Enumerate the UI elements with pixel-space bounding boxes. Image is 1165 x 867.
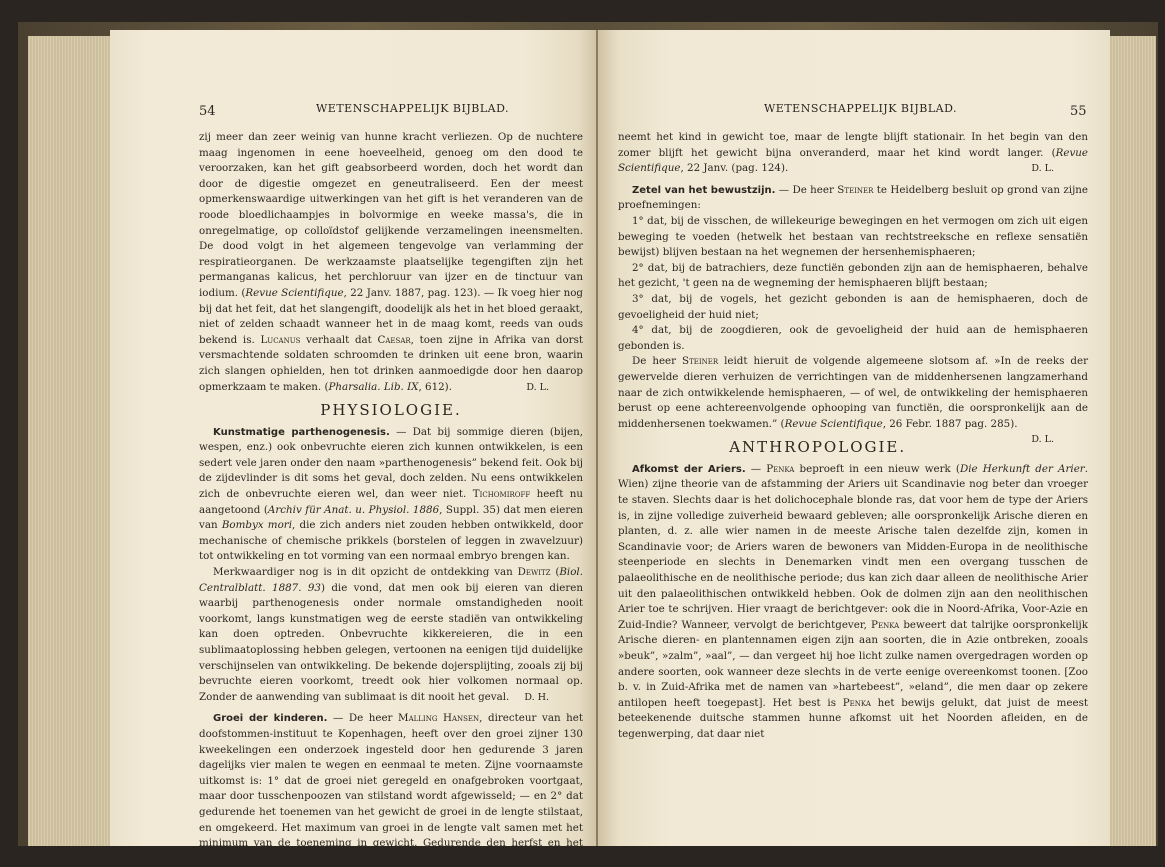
person-name: Malling Hansen (398, 712, 480, 725)
signature: D. L. (526, 381, 549, 393)
person-name: Penka (842, 696, 871, 709)
citation: Pharsalia. Lib. IX (328, 380, 419, 393)
running-head-right: WETENSCHAPPELIJK BIJBLAD. (764, 102, 958, 115)
article-heading: Kunstmatige parthenogenesis. (213, 426, 390, 438)
list-item: 4° dat, bij de zoogdieren, ook de gevoeligheid der huid aan de hemisphaeren gebonden is. (618, 324, 1088, 352)
paragraph: Zetel van het bewustzijn. — De heer Steiner te Heidelberg besluit op grond van zijne proefnemingen: (618, 183, 1088, 212)
species-name: Bombyx mori (221, 519, 292, 532)
citation: Biol. Centralblatt. 1887. 93 (199, 566, 583, 594)
citation: Revue Scientifique (618, 146, 1088, 175)
signature: D. L. (1031, 163, 1054, 175)
citation: Archiv für Anat. u. Physiol. 1886 (267, 503, 440, 516)
citation: Die Herkunft der Arier (959, 462, 1085, 475)
list-item: 2° dat, bij de batrachiers, deze functiën gebonden zijn aan de hemisphaeren, behalve het gezicht, 't geen na de wegneming der hemisphaeren blijft bestaan; (618, 261, 1088, 290)
article-heading: Afkomst der Ariers. (632, 463, 746, 475)
left-page (110, 30, 598, 865)
left-text-column (199, 130, 583, 867)
person-name: Penka (766, 462, 795, 475)
page-number-left: 54 (199, 104, 216, 119)
paragraph: Merkwaardiger nog is in dit opzicht de ontdekking van Dewitz (Biol. Centralblatt. 1887. 93) die vond, dat men ook bij eieren van dieren waarbij parthenogenesis onder normale omstandigheden nooit voorkomt, langs kunstmatigen weg de eerste stadiën van ontwikkeling kan doen optreden. Onbevruchte kikkereieren, die in een sublimaatoplossing hebben gelegen, vertoonen na eenigen tijd duidelijke verschijnselen van ontwikkeling. De bekende dojersplijting, zooals zij bij bevruchte eieren voorkomt, treedt ook hier volkomen normaal op. Zonder de aanwending van sublimaat is dit nooit het geval. D. H. (199, 565, 583, 705)
section-title-physiologie: PHYSIOLOGIE. (320, 401, 462, 420)
person-name: Penka (871, 618, 900, 631)
paragraph: Kunstmatige parthenogenesis. — Dat bij sommige dieren (bijen, wespen, enz.) ook onbevruchte eieren zich kunnen ontwikkelen, is een sedert vele jaren onder den naam »parthenogenesis” bekend feit. Ook bij de zijdevlinder is dit soms het geval, doch zelden. Nu eens ontwikkelen zich de onbevruchte eieren wel, dan weer niet. Tichomiroff heeft nu aangetoond (Archiv für Anat. u. Physiol. 1886, Suppl. 35) dat men eieren van Bombyx mori, die zich anders niet zouden hebben ontwikkeld, door mechanische of chemische prikkels (borstelen of leggen in zwavelzuur) tot ontwikkeling en tot vorming van een normaal embryo brengen kan. (199, 425, 583, 563)
article-heading: Zetel van het bewustzijn. (632, 184, 776, 196)
article-heading: Groei der kinderen. (213, 713, 328, 725)
paragraph: Afkomst der Ariers. — Penka beproeft in een nieuw werk (Die Herkunft der Arier. Wien) zijne theorie van de afstamming der Ariers uit Scandinavie nog beter dan vroeger te staven. Slechts daar is het dolichocephale blonde ras, dat voor hem de type der Ariers is, in zijne volledige zuiverheid bewaard gebleven; alle oorspronkelijk Arische dieren en planten, d. z. alle wier namen in de meeste Arische talen dezelfde zijn, komen in Scandinavie voor; de Ariers waren de bewoners van Midden-Europa in de neolithische steenperiode en slechts in Denemarken vindt men een overgang tusschen de palaeolithische en de neolithische periode; dus kan zich daar alleen de neolithische Arier uit den palaeolithischen ontwikkeld hebben. Ook de dolmen zijn aan den neolithischen Arier toe te schrijven. Hier vraagt de berichtgever: ook die in Noord-Afrika, Voor-Azie en Zuid-Indie? Wanneer, vervolgt de berichtgever, Penka beweert dat talrijke oorspronkelijk Arische dieren- en plantennamen eigen zijn aan soorten, die in Azie ontbreken, zooals »beuk”, »zalm”, »aal”, — dan vergeet hij hoe licht zulke namen overgedragen worden op andere soorten, ook wanneer deze slechts in de verte eenige overeenkomst toonen. [Zoo b. v. in Zuid-Afrika met de namen van »hartebeest”, »eland”, die men daar op zekere antilopen heeft toegepast]. Het best is Penka het bewijs gelukt, dat juist de meest beteekenende duitsche stammen hunne afkomst uit het Noorden afleiden, en de tegenwerping, dat daar niet (618, 462, 1088, 740)
signature: D. L. (1031, 434, 1054, 446)
person-name: Tichomiroff (472, 488, 531, 501)
person-name: Dewitz (517, 566, 551, 579)
right-page (598, 30, 1110, 846)
list-item: 3° dat, bij de vogels, het gezicht gebonden is aan de hemisphaeren, doch de gevoeligheid der huid niet; (618, 292, 1088, 321)
right-text-column (618, 130, 1088, 743)
section-title-anthropologie: ANTHROPOLOGIE. (729, 438, 907, 457)
paragraph: Groei der kinderen. — De heer Malling Hansen, directeur van het doofstommen-instituut te Kopenhagen, heeft over den groei zijner 130 kweekelingen een onderzoek ingesteld door hen gedurende 3 jaren dagelijks vier malen te wegen en eenmaal te meten. Zijne voornaamste uitkomst is: 1° dat de groei niet geregeld en onafgebroken voortgaat, maar door tusschenpoozen van stilstand wordt afgewisseld; — en 2° dat gedurende het toenemen van het gewicht de groei in de lengte stilstaat, en omgekeerd. Het maximum van groei in de lengte valt samen met het minimum van de toeneming in gewicht. Gedurende den herfst en het begin van den winter (199, 712, 584, 865)
signature: D. H. (524, 691, 549, 703)
paragraph: zij meer dan zeer weinig van hunne kracht verliezen. Op de nuchtere maag ingenomen in eene hoeveelheid, genoeg om den dood te veroorzaken, kan het gift geabsorbeerd worden, doch het wordt dan door de digestie omgezet en geneutraliseerd. Een der meest opmerkenswaardige uitwerkingen van het gift is het veranderen van de roode bloedlichaampjes in bolvormige en weeke massa's, die in onregelmatige, op colloïdstof gelijkende verzamelingen ineensmelten. De dood volgt in het algemeen tengevolge van verlamming der respiratieorganen. De werkzaamste plaatselijke tegengiften zijn het permanganas kalicus, het perchloruur van ijzer en de tinctuur van iodium. (Revue Scientifique, 22 Janv. 1887, pag. 123). — Ik voeg hier nog bij dat het feit, dat het slangengift, doodelijk als het in het bloed geraakt, niet of zelden schaadt wanneer het in de maag komt, reeds van ouds bekend is. Lucanus verhaalt dat Caesar, toen zijne in Afrika van dorst versmachtende soldaten schroomden te drinken uit eene bron, waarin zich slangen ophielden, hen tot drinken aanmoedigde door hen daarop opmerkzaam te maken. (Pharsalia. Lib. IX, 612). D. L. (199, 130, 583, 395)
person-name: Steiner (837, 183, 874, 196)
citation: Revue Scientifique (245, 286, 344, 299)
running-head-left: WETENSCHAPPELIJK BIJBLAD. (316, 102, 510, 115)
page-number-right: 55 (1070, 104, 1087, 119)
page-edges-left (28, 36, 114, 846)
list-item: 1° dat, bij de visschen, de willekeurige bewegingen en het vermogen om zich uit eigen beweging te voeden (hetwelk het bestaan van rechtstreeksche en reflexe sensatiën bewijst) blijven bestaan na het wegnemen der hersenhemisphaeren; (618, 214, 1088, 259)
citation: Revue Scientifique (784, 417, 883, 430)
page-edges-right (1108, 36, 1156, 846)
person-name: Caesar (377, 333, 411, 346)
paragraph: neemt het kind in gewicht toe, maar de lengte blijft stationair. In het begin van den zomer blijft het gewicht bijna onveranderd, maar het kind wordt langer. (Revue Scientifique, 22 Janv. (pag. 124). D. L. (618, 130, 1088, 177)
person-name: Steiner (682, 355, 719, 368)
paragraph: De heer Steiner leidt hieruit de volgende algemeene slotsom af. »In de reeks der gewervelde dieren verhuizen de verrichtingen van de middenhersenen langzamerhand naar de zich ontwikkelende hemisphaeren, — of wel, de ontwikkeling der hemisphaeren berust op eene achtereenvolgende ophooping van functiën, die oorspronkelijk aan de middenhersenen toekwamen.” (Revue Scientifique, 26 Febr. 1887 pag. 285). D. L. (618, 354, 1088, 432)
person-name: Lucanus (260, 333, 301, 346)
